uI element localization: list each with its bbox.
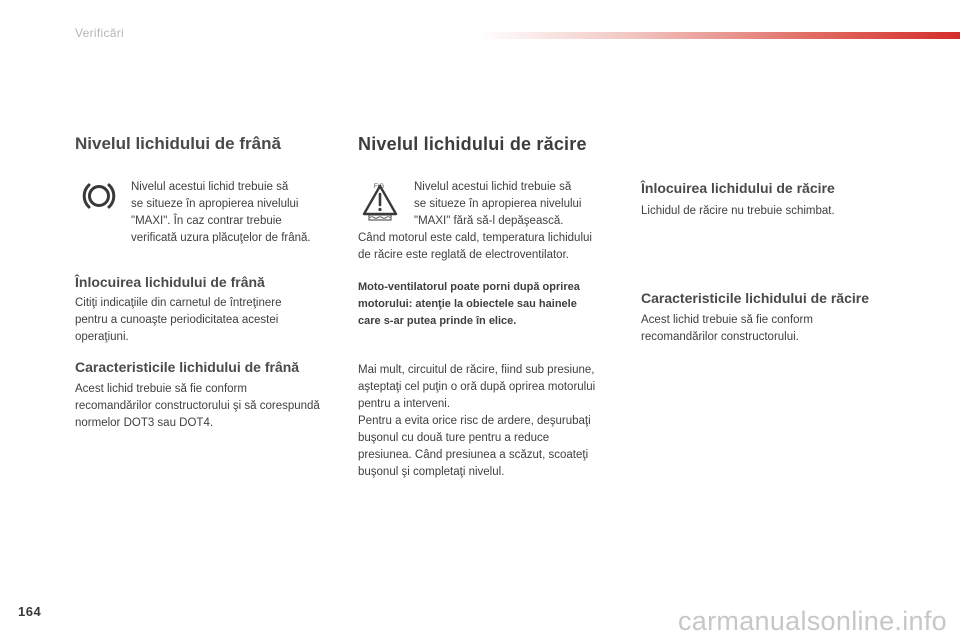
text-line: motorului: atenţie la obiectele sau hainele (358, 298, 577, 310)
coolant-replace-title: Înlocuirea lichidului de răcire (641, 180, 835, 196)
watermark: carmanualsonline.info (678, 606, 947, 636)
coolant-icon-label: F/G (374, 184, 384, 190)
text-line: normelor DOT3 sau DOT4. (75, 417, 214, 429)
text-line: de răcire este reglată de electroventilator. (358, 249, 569, 261)
text-line: buşonul şi completaţi nivelul. (358, 466, 505, 478)
coolant-hot-engine-text (358, 230, 592, 264)
text-line: Lichidul de răcire nu trebuie schimbat. (641, 205, 835, 217)
text-line: recomandărilor constructorului. (641, 331, 799, 343)
text-line: Nivelul acestui lichid trebuie să (131, 181, 289, 193)
header-accent-bar (480, 32, 960, 39)
text-line: Nivelul acestui lichid trebuie să (414, 181, 572, 193)
text-line: presiunea. Când presiunea a scăzut, scoateţi (358, 449, 589, 461)
text-line: Când motorul este cald, temperatura lichidului (358, 232, 592, 244)
coolant-spec-title: Caracteristicile lichidului de răcire (641, 290, 869, 306)
section-header: Verificări (75, 26, 125, 40)
text-line: aşteptaţi cel puţin o oră după oprirea motorului (358, 381, 596, 393)
fan-warning-text (358, 279, 580, 330)
brake-fluid-intro (131, 179, 311, 247)
text-line: Mai mult, circuitul de răcire, fiind sub presiune, (358, 364, 595, 376)
text-line: Pentru a evita orice risc de ardere, deşurubaţi (358, 415, 591, 427)
text-line: Acest lichid trebuie să fie conform (641, 314, 813, 326)
text-line: Acest lichid trebuie să fie conform (75, 383, 247, 395)
coolant-spec-text (641, 312, 813, 346)
coolant-replace-text (641, 203, 835, 220)
text-line: pentru a interveni. (358, 398, 451, 410)
text-line: "MAXI". În caz contrar trebuie (131, 215, 282, 227)
brake-fluid-level-title: Nivelul lichidului de frână (75, 134, 281, 153)
brake-fluid-replace-title: Înlocuirea lichidului de frână (75, 274, 265, 290)
text-line: pentru a cunoaşte periodicitatea acestei (75, 314, 279, 326)
coolant-intro (414, 179, 582, 230)
brake-fluid-spec-title: Caracteristicile lichidului de frână (75, 359, 300, 375)
text-line: verificată uzura plăcuţelor de frână. (131, 232, 311, 244)
text-line: care s-ar putea prinde în elice. (358, 315, 517, 327)
text-line: recomandărilor constructorului şi să corespundă (75, 400, 320, 412)
coolant-temperature-warning-icon (360, 180, 400, 222)
coolant-pressure-text (358, 362, 595, 481)
coolant-level-title: Nivelul lichidului de răcire (358, 134, 587, 154)
brake-fluid-replace-text (75, 295, 281, 346)
page-number: 164 (18, 604, 42, 619)
text-line: se situeze în apropierea nivelului (414, 198, 582, 210)
text-line: Moto-ventilatorul poate porni după oprirea (358, 281, 580, 293)
text-line: se situeze în apropierea nivelului (131, 198, 299, 210)
brake-warning-icon (80, 178, 118, 214)
text-line: Citiţi indicaţiile din carnetul de întreţinere (75, 297, 282, 309)
text-line: buşonul cu două ture pentru a reduce (358, 432, 550, 444)
brake-fluid-spec-text (75, 381, 320, 432)
text-line: "MAXI" fără să-l depăşească. (414, 215, 564, 227)
text-line: operaţiuni. (75, 331, 129, 343)
